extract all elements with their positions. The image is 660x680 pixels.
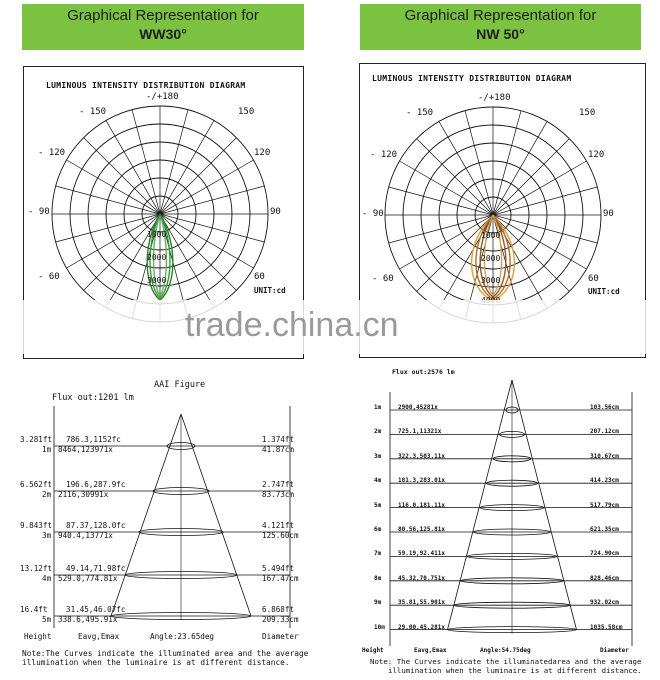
left-ring-label-1: 1000 [147, 230, 167, 239]
aai-row-dcm: 167.47cm [262, 574, 299, 583]
nw-row-d: 517.79cm [590, 501, 619, 509]
aai-footer-diameter: Diameter [262, 632, 299, 641]
aai-row-lx: 8464,123971x [58, 445, 113, 454]
watermark-band [0, 300, 660, 354]
nw-row-h: 1m [374, 404, 382, 411]
aai-row-fc: 87.37,128.0fc [66, 521, 126, 530]
right-banner [360, 4, 641, 50]
left-angle-tl: - 150 [79, 107, 107, 117]
nw-row-d: 207.12cm [590, 428, 619, 436]
right-polar-title: LUMINOUS INTENSITY DISTRIBUTION DIAGRAM [372, 74, 572, 83]
nw-row-d: 932.02cm [590, 599, 619, 607]
right-angle-top: -/+180 [478, 93, 511, 103]
aai-cone-diagram [16, 370, 306, 640]
left-ring-label-2: 2000 [147, 253, 167, 262]
aai-row-fc: 786.3,1152fc [66, 435, 121, 444]
nw-row-d: 310.67cm [590, 452, 619, 460]
nw-row-h: 2m [374, 428, 382, 436]
nw-row-lux: 322.3,503.11x [398, 452, 445, 460]
left-polar-title: LUMINOUS INTENSITY DISTRIBUTION DIAGRAM [46, 81, 246, 90]
nw-row-lux: 45.32,70.751x [398, 574, 445, 582]
aai-row-fc: 196.6,287.9fc [66, 480, 126, 489]
aai-row-dcm: 125.60cm [262, 531, 299, 540]
nw-row-h: 8m [374, 574, 382, 582]
nw-figure [362, 364, 652, 680]
aai-row-fc: 49.14,71.98fc [66, 564, 126, 573]
nw-row-lux: 725.1,11321x [398, 428, 442, 436]
aai-footer-height: Height [24, 632, 52, 641]
aai-row-hm: 2m [42, 490, 52, 499]
aai-row-hm: 5m [42, 615, 52, 624]
nw-footer-height: Height [362, 647, 384, 654]
aai-figure [16, 370, 309, 670]
nw-row-h: 7m [374, 550, 382, 558]
right-angle-r: 90 [603, 209, 614, 219]
right-banner-model: NW 50° [476, 26, 525, 42]
nw-row-h: 3m [374, 452, 382, 460]
right-ring-label-1: 1000 [481, 231, 501, 240]
aai-row-hft: 13.12ft [20, 564, 53, 573]
aai-row-dft: 4.121ft [262, 521, 295, 530]
left-angle-bl: - 60 [38, 272, 60, 282]
aai-row-lx: 940.4,13771x [58, 531, 113, 540]
right-angle-br: 60 [588, 274, 599, 284]
cone-edge-left [111, 414, 181, 616]
aai-row-lx: 2116,30991x [58, 490, 109, 499]
aai-row-dcm: 41.87cm [262, 445, 295, 454]
nw-row-d: 724.90cm [590, 550, 619, 558]
nw-row-d: 414.23cm [590, 477, 619, 485]
aai-row-dft: 5.494ft [262, 564, 295, 573]
nw-row-h: 4m [374, 477, 382, 485]
aai-row-hm: 1m [42, 445, 52, 454]
left-ring-label-3: 3000 [147, 276, 167, 285]
aai-note-line2: illumination when the luminaire is at different distance. [22, 658, 290, 667]
nw-row-lux: 116.0,181.11x [398, 501, 445, 509]
right-ring-label-3: 3000 [481, 276, 501, 285]
nw-row-lux: 80.56,125.81x [398, 526, 445, 533]
right-angle-ml: - 120 [370, 150, 398, 160]
cone-edge-right [181, 414, 251, 616]
aai-row-lx: 338.6,495.91x [58, 615, 118, 624]
left-banner-model: WW30° [139, 26, 187, 42]
left-banner-title: Graphical Representation for [67, 7, 259, 24]
nw-row-d: 828.46cm [590, 574, 619, 582]
aai-row-dft: 1.374ft [262, 435, 295, 444]
nw-row-lux: 181.3,283.01x [398, 477, 445, 485]
nw-row-lux: 29.00,45.281x [398, 623, 445, 631]
nw-row-lux: 2900,45281x [398, 404, 438, 411]
left-unit-label: UNIT:cd [254, 286, 286, 295]
nw-footer-eavg: Eavg,Emax [414, 647, 447, 654]
nw-row-lux: 35.81,55.901x [398, 599, 445, 607]
aai-footer-angle: Angle:23.65deg [150, 632, 215, 641]
aai-row-lx: 529.0,774.81x [58, 574, 118, 583]
aai-flux: Flux out:1201 lm [52, 393, 134, 403]
aai-row-hft: 9.843ft [20, 521, 53, 530]
aai-row-fc: 31.45,46.07fc [66, 605, 126, 614]
aai-row-hft: 16.4ft [20, 605, 48, 614]
nw-row-h: 5m [374, 501, 382, 509]
left-angle-tr: 150 [238, 107, 255, 117]
aai-row-dcm: 83.73cm [262, 490, 295, 499]
nw-row-d: 1035.58cm [590, 623, 623, 631]
nw-flux: Flux out:2576 lm [392, 368, 455, 376]
nw-footer-angle: Angle:54.75deg [480, 647, 531, 654]
right-angle-bl: - 60 [372, 274, 394, 284]
aai-row-hft: 6.562ft [20, 480, 53, 489]
aai-note-line1: Note:The Curves indicate the illuminated area and the average [22, 649, 309, 658]
left-angle-br: 60 [254, 272, 265, 282]
right-angle-mr: 120 [588, 150, 605, 160]
nw-note-line1: Note: The Curves indicate the illuminatedarea and the average [370, 657, 642, 666]
aai-row-dft: 2.747ft [262, 480, 295, 489]
right-unit-label: UNIT:cd [588, 287, 620, 296]
aai-row-dcm: 209.33cm [262, 615, 299, 624]
nw-row-h: 6m [374, 526, 382, 533]
aai-title: AAI Figure [154, 380, 206, 390]
aai-row-hm: 3m [42, 531, 52, 540]
left-angle-mr: 120 [254, 148, 271, 158]
aai-row-dft: 6.868ft [262, 605, 295, 614]
nw-row-h: 10m [374, 623, 385, 631]
nw-row-d: 103.56cm [590, 404, 619, 411]
left-angle-ml: - 120 [38, 148, 66, 158]
nw-row-d: 621.35cm [590, 526, 619, 533]
nw-note-line2: illumination when the luminaire is at different distance. [388, 666, 642, 675]
nw-footer-diameter: Diameter [600, 647, 629, 654]
nw-row-h: 9m [374, 599, 382, 607]
left-banner [22, 4, 304, 50]
right-banner-title: Graphical Representation for [404, 7, 597, 24]
left-angle-r: 90 [270, 207, 281, 217]
nw-row-lux: 59.19,92.411x [398, 550, 445, 558]
left-angle-top: -/+180 [146, 92, 179, 102]
right-angle-tl: - 150 [406, 108, 434, 118]
aai-footer-eavg: Eavg,Emax [78, 632, 120, 641]
right-angle-l: - 90 [362, 209, 384, 219]
left-angle-l: - 90 [28, 207, 50, 217]
aai-row-hm: 4m [42, 574, 52, 583]
right-angle-tr: 150 [579, 108, 596, 118]
right-ring-label-2: 2000 [481, 254, 501, 263]
aai-row-hft: 3.281ft [20, 435, 53, 444]
watermark-text: trade.china.cn [185, 306, 399, 344]
